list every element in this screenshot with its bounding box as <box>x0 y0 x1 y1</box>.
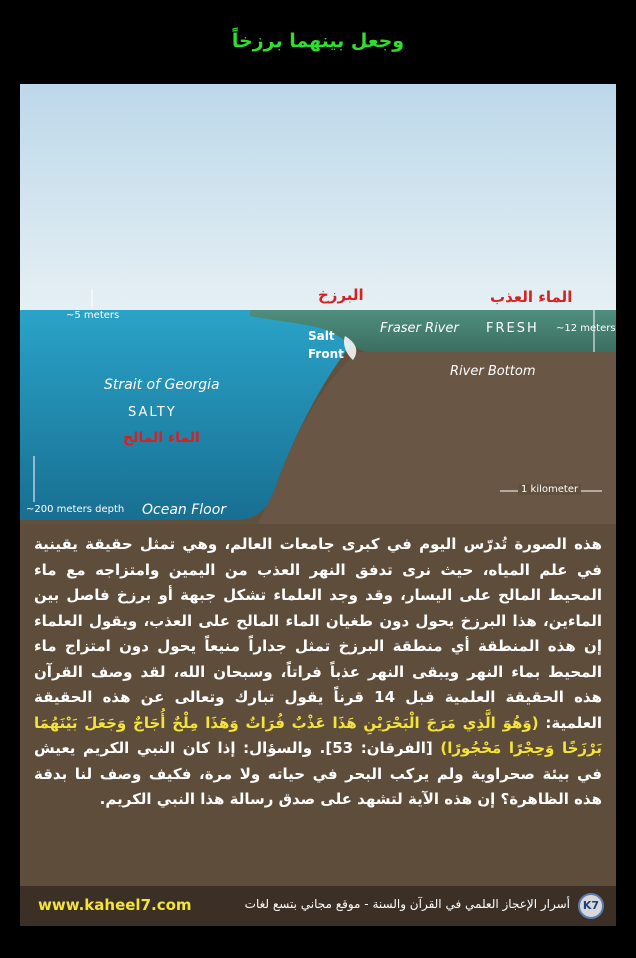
label-fresh: FRESH <box>486 321 539 336</box>
paragraph-main: هذه الصورة تُدرّس اليوم في كبرى جامعات العالم، وهي تمثل حقيقة يقينية في علم المياه، حيث نرى تدفق النهر العذب من اليمين وامتزاجه مع ماء المحيط المالح على اليسار، وقد وجد العلماء تشكل جبهة أو برزخ فاصل بين الماءين، هذا البرزخ يحول دون طغيان الماء المالح على العذب، ويقول العلماء إن هذه المنطقة أي منطقة البرزخ تمثل جداراً منيعاً يحول دون امتزاج ماء المحيط بماء النهر ويبقى النهر عذباً فراتاً، وسبحان الله، لقد وصف القرآن هذه الحقيقة العلمية قبل 14 قرناً يقول تبارك وتعالى عن هذه الحقيقة العلمية: <box>34 535 602 732</box>
label-front: Front <box>308 347 344 361</box>
label-fraser-river: Fraser River <box>380 321 459 336</box>
label-strait: Strait of Georgia <box>104 377 220 393</box>
label-km: 1 kilometer <box>518 484 581 495</box>
label-salty-ar: الماء المالح <box>123 430 200 446</box>
label-12m: ~12 meters <box>556 323 616 334</box>
footer-tagline: أسرار الإعجاز العلمي في القرآن والسنة - موقع مجاني بتسع لغات <box>244 897 570 911</box>
footer-bar <box>20 886 616 926</box>
label-5m: ~5 meters <box>66 310 120 321</box>
label-salty: SALTY <box>128 405 177 420</box>
quran-verse: (وَهُوَ الَّذِي مَرَجَ الْبَحْرَيْنِ هَذَا عَذْبٌ فُرَاتٌ وَهَذَا مِلْحٌ أُجَاجٌ وَجَعَلَ بَيْنَهُمَا بَرْزَخًا وَحِجْرًا مَحْجُورًا) <box>34 713 602 757</box>
label-ocean-floor: Ocean Floor <box>142 502 227 518</box>
infographic-panel <box>20 84 616 926</box>
website-link[interactable]: www.kaheel7.com <box>38 896 192 914</box>
explanation-text <box>34 532 602 813</box>
label-barzakh: البرزخ <box>318 286 364 304</box>
label-fresh-ar: الماء العذب <box>490 288 573 306</box>
label-depth: ~200 meters depth <box>26 504 125 515</box>
sky <box>20 84 616 310</box>
paragraph-after: [الفرقان: 53]. والسؤال: إذا كان النبي الكريم يعيش في بيئة صحراوية ولم يركب البحر في حياته ولا مرة، فكيف وصف لنا بدقة هذه الظاهرة؟ إن هذه الآية لتشهد على صدق رسالة هذا النبي الكريم. <box>34 739 602 808</box>
site-logo-icon: K7 <box>578 893 604 919</box>
label-salt: Salt <box>308 329 335 343</box>
page-title: وجعل بينهما برزخاً <box>231 30 405 52</box>
label-river-bottom: River Bottom <box>450 364 536 379</box>
